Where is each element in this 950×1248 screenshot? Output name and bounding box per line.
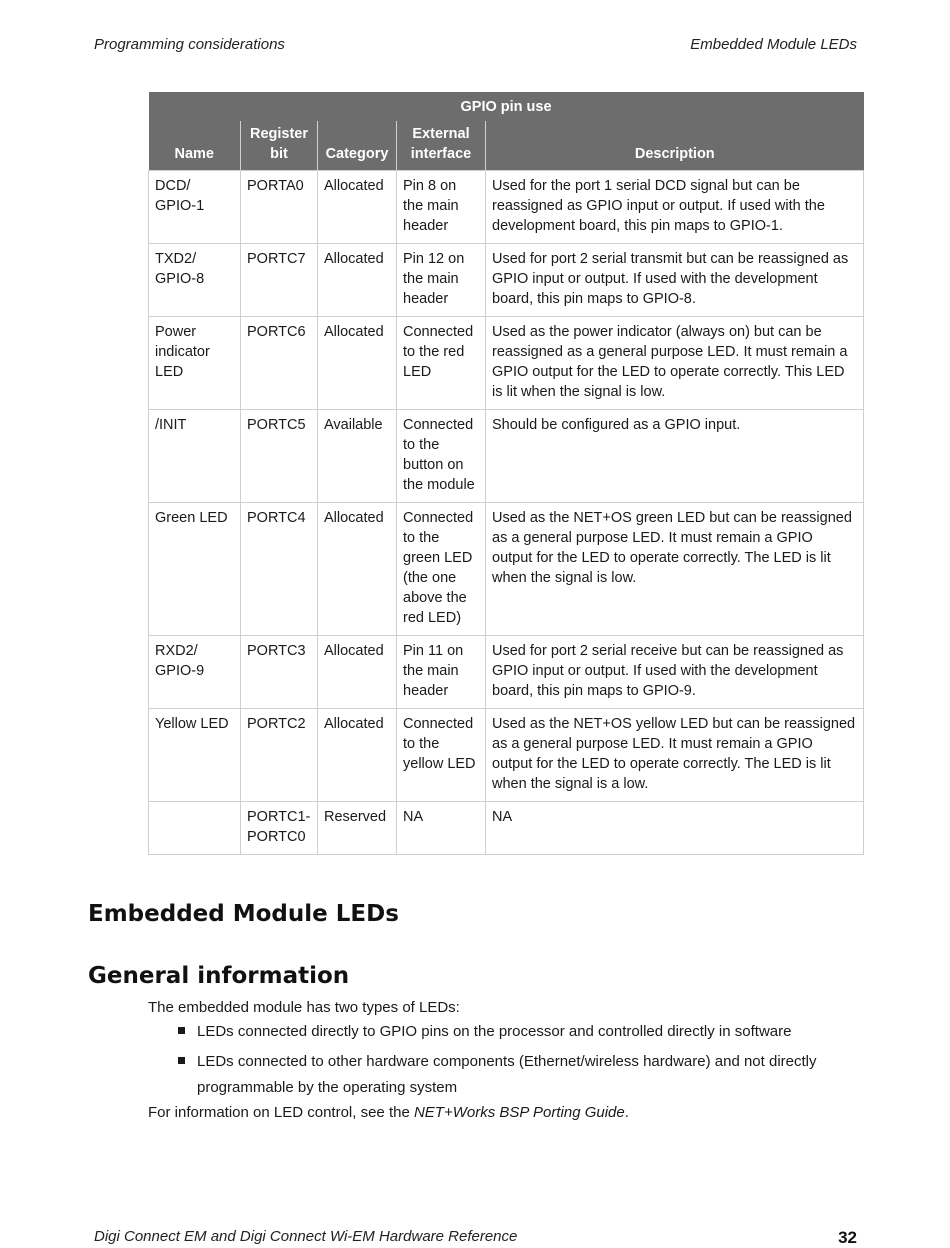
led-types-list	[148, 1019, 863, 1105]
col-header-register-bit: Register bit	[241, 121, 318, 171]
cell-register: PORTC7	[241, 244, 318, 317]
cell-description: Used for the port 1 serial DCD signal but can be reassigned as GPIO input or output. If used with the development board, this pin maps to GPIO-1.	[486, 171, 864, 244]
cell-register: PORTC3	[241, 636, 318, 709]
cell-category: Allocated	[318, 244, 397, 317]
table-row	[149, 171, 864, 244]
reference-guide-title: NET+Works BSP Porting Guide	[413, 1104, 625, 1121]
section-heading-general-information: General information	[88, 963, 350, 989]
list-item	[148, 1019, 863, 1045]
cell-register: PORTC5	[241, 410, 318, 503]
table-row	[149, 636, 864, 709]
cell-description: Used as the NET+OS yellow LED but can be reassigned as a general purpose LED. It must remain a GPIO output for the LED to operate correctly. The LED is lit when the signal is a low.	[486, 709, 864, 802]
cell-category: Allocated	[318, 171, 397, 244]
col-header-description: Description	[486, 121, 864, 171]
cell-description: Used as the NET+OS green LED but can be reassigned as a general purpose LED. It must remain a GPIO output for the LED to operate correctly. The LED is lit when the signal is low.	[486, 503, 864, 636]
footer-document-title: Digi Connect EM and Digi Connect Wi-EM Hardware Reference	[94, 1228, 518, 1245]
square-bullet-icon	[178, 1057, 185, 1064]
col-header-external-interface: External interface	[397, 121, 486, 171]
header-section: Embedded Module LEDs	[690, 36, 857, 53]
reference-suffix: .	[624, 1104, 629, 1121]
cell-register: PORTC4	[241, 503, 318, 636]
cell-description: Should be configured as a GPIO input.	[486, 410, 864, 503]
table-row	[149, 503, 864, 636]
table-row	[149, 244, 864, 317]
list-item-text: LEDs connected directly to GPIO pins on the processor and controlled directly in software	[197, 1023, 792, 1040]
cell-category: Reserved	[318, 802, 397, 855]
cell-category: Allocated	[318, 317, 397, 410]
list-item	[148, 1049, 863, 1101]
cell-interface: Pin 11 on the main header	[397, 636, 486, 709]
table-row	[149, 317, 864, 410]
table-row	[149, 802, 864, 855]
reference-paragraph	[148, 1104, 629, 1121]
cell-interface: Connected to the green LED (the one above the red LED)	[397, 503, 486, 636]
table-title: GPIO pin use	[149, 92, 864, 121]
cell-category: Allocated	[318, 636, 397, 709]
list-item-text: LEDs connected to other hardware components (Ethernet/wireless hardware) and not directly programmable by the operating system	[197, 1053, 817, 1096]
cell-interface: Connected to the red LED	[397, 317, 486, 410]
table-row	[149, 709, 864, 802]
header-chapter: Programming considerations	[94, 36, 285, 53]
cell-name: Green LED	[149, 503, 241, 636]
cell-description: Used as the power indicator (always on) but can be reassigned as a general purpose LED. It must remain a GPIO output for the LED to operate correctly. This LED is lit when the signal is low.	[486, 317, 864, 410]
cell-category: Allocated	[318, 503, 397, 636]
page-number: 32	[838, 1228, 857, 1247]
cell-register: PORTA0	[241, 171, 318, 244]
col-header-category: Category	[318, 121, 397, 171]
table-row	[149, 410, 864, 503]
cell-name	[149, 802, 241, 855]
cell-category: Allocated	[318, 709, 397, 802]
cell-name: Yellow LED	[149, 709, 241, 802]
cell-name: /INIT	[149, 410, 241, 503]
reference-prefix: For information on LED control, see the	[148, 1104, 414, 1121]
section-heading-embedded-module-leds: Embedded Module LEDs	[88, 901, 399, 927]
cell-name: TXD2/ GPIO-8	[149, 244, 241, 317]
cell-interface: Pin 12 on the main header	[397, 244, 486, 317]
cell-name: DCD/ GPIO-1	[149, 171, 241, 244]
cell-category: Available	[318, 410, 397, 503]
gpio-pin-use-table	[148, 92, 864, 855]
intro-paragraph: The embedded module has two types of LEDs:	[148, 999, 460, 1016]
cell-interface: Connected to the button on the module	[397, 410, 486, 503]
cell-interface: NA	[397, 802, 486, 855]
cell-register: PORTC6	[241, 317, 318, 410]
cell-register: PORTC1-PORTC0	[241, 802, 318, 855]
cell-name: Power indicator LED	[149, 317, 241, 410]
square-bullet-icon	[178, 1027, 185, 1034]
cell-description: Used for port 2 serial receive but can be reassigned as GPIO input or output. If used with the development board, this pin maps to GPIO-9.	[486, 636, 864, 709]
cell-interface: Connected to the yellow LED	[397, 709, 486, 802]
cell-description: NA	[486, 802, 864, 855]
cell-register: PORTC2	[241, 709, 318, 802]
col-header-name: Name	[149, 121, 241, 171]
running-header	[94, 36, 857, 53]
cell-interface: Pin 8 on the main header	[397, 171, 486, 244]
cell-description: Used for port 2 serial transmit but can be reassigned as GPIO input or output. If used with the development board, this pin maps to GPIO-8.	[486, 244, 864, 317]
cell-name: RXD2/ GPIO-9	[149, 636, 241, 709]
